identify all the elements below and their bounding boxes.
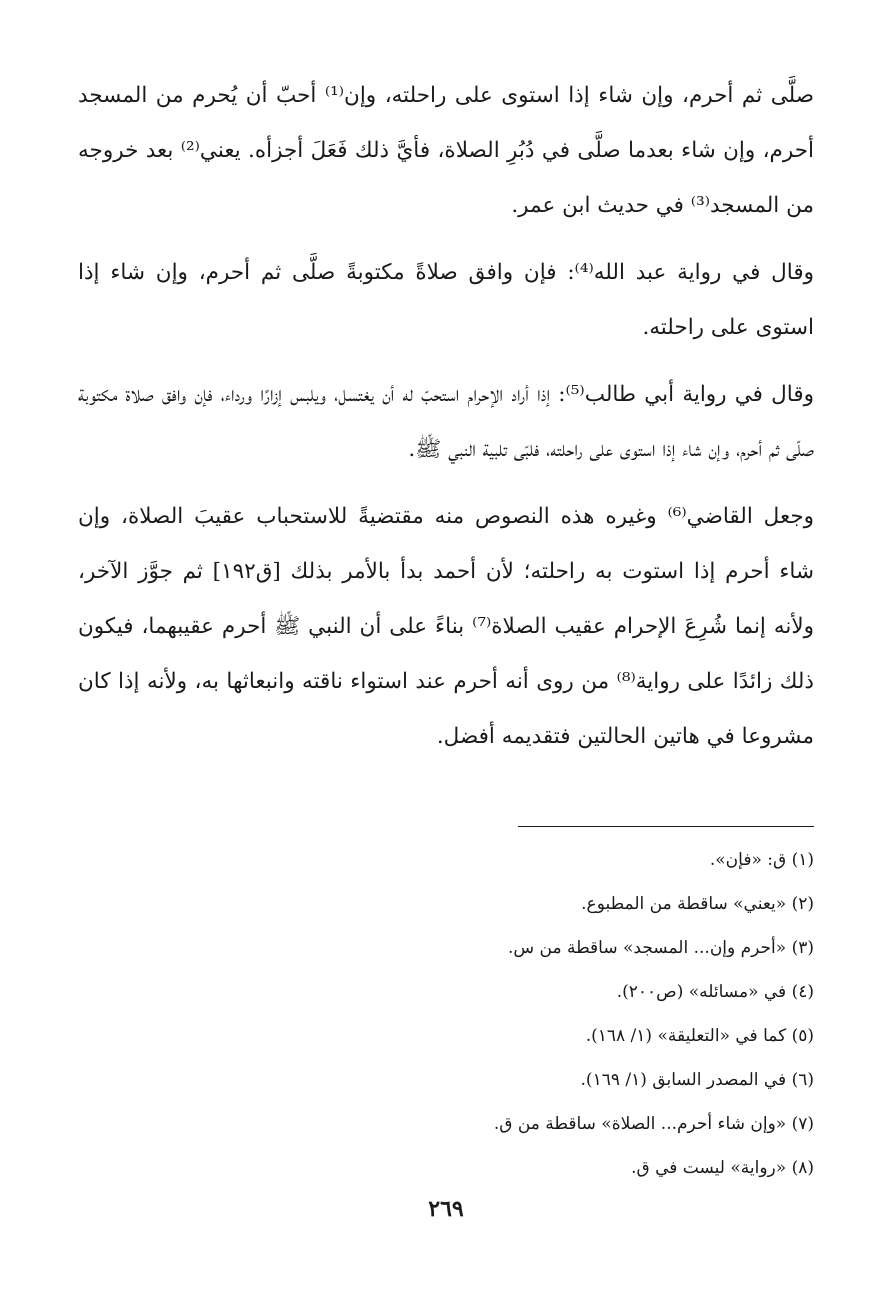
footnote-divider bbox=[518, 826, 814, 827]
paragraph-3: وقال في رواية أبي طالب⁽⁵⁾: إذا أراد الإحرام استحبّ له أن يغتسل، ويلبس إزارًا ورداء، فإن وافق صلاة مكتوبة صلّى ثم أحرم، وإن شاء إذا استوى على راحلته، فلبّى تلبية النبي ﷺ. bbox=[78, 382, 814, 462]
footnote-2: (٢) «يعني» ساقطة من المطبوع. bbox=[581, 894, 814, 914]
footnote-4: (٤) في «مسائله» (ص٢٠٠). bbox=[616, 982, 814, 1002]
main-text bbox=[78, 68, 814, 776]
footnote-1: (١) ق: «فإن». bbox=[709, 850, 814, 870]
footnote-6: (٦) في المصدر السابق (١/ ١٦٩). bbox=[580, 1070, 814, 1090]
paragraph-2: وقال في رواية عبد الله⁽⁴⁾: فإن وافق صلاةً مكتوبةً صلَّى ثم أحرم، وإن شاء إذا استوى على راحلته. bbox=[78, 260, 814, 340]
footnote-3: (٣) «أحرم وإن... المسجد» ساقطة من س. bbox=[507, 938, 814, 958]
footnote-8: (٨) «رواية» ليست في ق. bbox=[631, 1158, 814, 1178]
page-number: ٢٦٩ bbox=[428, 1196, 464, 1222]
footnotes-list bbox=[78, 838, 814, 1190]
footnote-5: (٥) كما في «التعليقة» (١/ ١٦٨). bbox=[585, 1026, 814, 1046]
paragraph-4: وجعل القاضي⁽⁶⁾ وغيره هذه النصوص منه مقتضيةً للاستحباب عقيبَ الصلاة، وإن شاء أحرم إذا استوت به راحلته؛ لأن أحمد بدأ بالأمر بذلك [ق١٩٢] ثم جوَّز الآخر، ولأنه إنما شُرِعَ الإحرام عقيب الصلاة⁽⁷⁾ بناءً على أن النبي ﷺ أحرم عقيبهما، فيكون ذلك زائدًا على رواية⁽⁸⁾ من روى أنه أحرم عند استواء ناقته وانبعاثها به، ولأنه إذا كان مشروعا في هاتين الحالتين فتقديمه أفضل. bbox=[78, 504, 814, 749]
footnote-7: (٧) «وإن شاء أحرم... الصلاة» ساقطة من ق. bbox=[493, 1114, 814, 1134]
paragraph-1: صلَّى ثم أحرم، وإن شاء إذا استوى على راحلته، وإن⁽¹⁾ أحبّ أن يُحرم من المسجد أحرم، وإن شاء بعدما صلَّى في دُبُرِ الصلاة، فأيَّ ذلك فَعَلَ أجزأه. يعني⁽²⁾ بعد خروجه من المسجد⁽³⁾ في حديث ابن عمر. bbox=[78, 83, 814, 218]
